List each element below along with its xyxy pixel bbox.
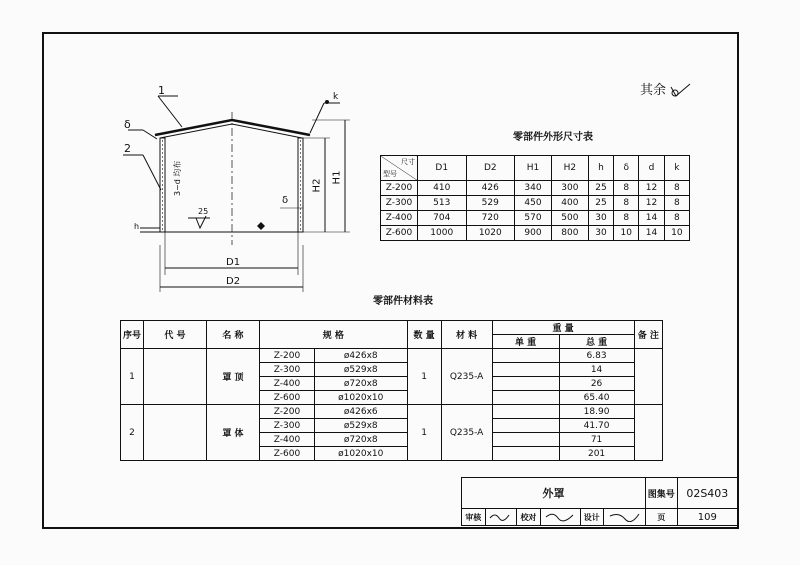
dim-header: D1: [418, 156, 467, 181]
dim-table-title: 零部件外形尺寸表: [513, 132, 593, 143]
mat-unit: [492, 391, 559, 405]
mat-header-row: [121, 321, 663, 335]
atlas-number: 02S403: [677, 478, 737, 509]
mat-seq: 2: [121, 405, 144, 461]
mat-header-total: 总 重: [559, 335, 634, 349]
dim-row: [381, 211, 690, 226]
mat-unit: [492, 405, 559, 419]
mat-total: 71: [559, 433, 634, 447]
dim-cell: 14: [639, 211, 664, 226]
dim-cell: 513: [418, 196, 467, 211]
dim-header: k: [664, 156, 689, 181]
mat-unit: [492, 349, 559, 363]
mat-unit: [492, 377, 559, 391]
mat-qty: 1: [407, 349, 441, 405]
dim-cell: Z-600: [381, 226, 418, 241]
dim-cell: 500: [551, 211, 588, 226]
dim-header: D2: [466, 156, 515, 181]
design-signature: [604, 509, 646, 526]
mat-material: Q235-A: [441, 349, 492, 405]
page-label: 页: [645, 509, 677, 526]
page-number: 109: [677, 509, 737, 526]
mat-table-title: 零部件材料表: [373, 296, 433, 307]
mat-spec: ø720x8: [314, 377, 407, 391]
dim-header: H1: [515, 156, 552, 181]
dim-cell: 8: [664, 196, 689, 211]
dim-table: [380, 155, 690, 241]
dim-cell: 10: [664, 226, 689, 241]
mat-header-weight: 重 量: [492, 321, 634, 335]
dim-table-header: [381, 156, 690, 181]
dim-corner-cell: 尺寸 型号: [381, 156, 418, 181]
dim-header: h: [588, 156, 613, 181]
atlas-label: 图集号: [645, 478, 677, 509]
mat-material: Q235-A: [441, 405, 492, 461]
dim-cell: 12: [639, 181, 664, 196]
roughness-note: 其余: [640, 79, 692, 99]
mat-total: 18.90: [559, 405, 634, 419]
dim-cell: 1000: [418, 226, 467, 241]
label-d2: D2: [226, 276, 241, 287]
dim-cell: 30: [588, 211, 613, 226]
dim-cell: 8: [614, 181, 639, 196]
label-25: 25: [198, 207, 209, 216]
mat-spec: ø720x8: [314, 433, 407, 447]
dim-cell: 704: [418, 211, 467, 226]
dim-row: [381, 226, 690, 241]
dim-cell: 450: [515, 196, 552, 211]
dim-cell: 720: [466, 211, 515, 226]
mat-name: 罩 体: [207, 405, 260, 461]
dim-header: H2: [551, 156, 588, 181]
dim-cell: 8: [664, 211, 689, 226]
mat-model: Z-400: [260, 377, 315, 391]
mat-model: Z-200: [260, 405, 315, 419]
dim-cell: 25: [588, 196, 613, 211]
mat-spec: ø426x6: [314, 405, 407, 419]
dim-cell: 529: [466, 196, 515, 211]
mat-code: [144, 405, 207, 461]
mat-seq: 1: [121, 349, 144, 405]
dim-cell: 300: [551, 181, 588, 196]
dim-cell: 25: [588, 181, 613, 196]
label-part-1: 1: [158, 84, 165, 97]
dim-cell: 426: [466, 181, 515, 196]
roughness-icon: [670, 83, 692, 99]
check-signature: [540, 509, 580, 526]
mat-row: [121, 349, 663, 363]
mat-total: 41.70: [559, 419, 634, 433]
mat-header-spec: 规 格: [260, 321, 408, 349]
mat-remarks: [634, 349, 662, 405]
dim-cell: 8: [664, 181, 689, 196]
dim-cell: 1020: [466, 226, 515, 241]
review-label: 审核: [462, 509, 486, 526]
mat-header-remarks: 备 注: [634, 321, 662, 349]
label-bevel: 3~d 均布: [173, 160, 182, 196]
mat-header-material: 材 料: [441, 321, 492, 349]
mat-name: 罩 顶: [207, 349, 260, 405]
dim-cell: 410: [418, 181, 467, 196]
mat-table: [120, 320, 663, 461]
dim-cell: 30: [588, 226, 613, 241]
mat-spec: ø1020x10: [314, 447, 407, 461]
mat-spec: ø426x8: [314, 349, 407, 363]
mat-qty: 1: [407, 405, 441, 461]
dim-cell: 8: [614, 211, 639, 226]
dim-cell: Z-400: [381, 211, 418, 226]
mat-unit: [492, 363, 559, 377]
label-h2: H2: [311, 178, 323, 193]
mat-header-name: 名 称: [207, 321, 260, 349]
mat-header-unit: 单 重: [492, 335, 559, 349]
mat-row: [121, 405, 663, 419]
dim-row: [381, 181, 690, 196]
mat-total: 6.83: [559, 349, 634, 363]
mat-unit: [492, 433, 559, 447]
label-d1: D1: [226, 257, 241, 268]
dim-cell: 8: [614, 196, 639, 211]
dim-cell: 570: [515, 211, 552, 226]
dim-header: δ: [614, 156, 639, 181]
mat-model: Z-400: [260, 433, 315, 447]
label-delta-roof: δ: [124, 118, 131, 131]
label-part-2: 2: [124, 142, 131, 155]
mat-spec: ø1020x10: [314, 391, 407, 405]
dim-cell: 10: [614, 226, 639, 241]
dim-row: [381, 196, 690, 211]
dim-cell: 14: [639, 226, 664, 241]
dim-cell: 400: [551, 196, 588, 211]
label-h: h: [134, 222, 140, 231]
mat-header-code: 代 号: [144, 321, 207, 349]
title-block: [461, 477, 738, 526]
mat-remarks: [634, 405, 662, 461]
dim-cell: 340: [515, 181, 552, 196]
mat-model: Z-200: [260, 349, 315, 363]
mat-model: Z-300: [260, 419, 315, 433]
mat-unit: [492, 447, 559, 461]
mat-header-seq: 序号: [121, 321, 144, 349]
drawing-name: 外罩: [462, 478, 646, 509]
review-signature: [485, 509, 517, 526]
dim-cell: 12: [639, 196, 664, 211]
check-label: 校对: [517, 509, 541, 526]
label-delta-wall: δ: [282, 195, 289, 206]
label-k: k: [333, 92, 339, 102]
mat-model: Z-600: [260, 447, 315, 461]
mat-header-qty: 数 量: [407, 321, 441, 349]
dim-cell: Z-300: [381, 196, 418, 211]
mat-total: 65.40: [559, 391, 634, 405]
dim-cell: Z-200: [381, 181, 418, 196]
mat-total: 201: [559, 447, 634, 461]
mat-unit: [492, 419, 559, 433]
design-label: 设计: [580, 509, 604, 526]
mat-spec: ø529x8: [314, 419, 407, 433]
mat-model: Z-300: [260, 363, 315, 377]
label-h1: H1: [331, 170, 343, 185]
dim-cell: 800: [551, 226, 588, 241]
mat-total: 14: [559, 363, 634, 377]
dim-cell: 900: [515, 226, 552, 241]
mat-spec: ø529x8: [314, 363, 407, 377]
mat-model: Z-600: [260, 391, 315, 405]
mat-total: 26: [559, 377, 634, 391]
mat-code: [144, 349, 207, 405]
dim-header: d: [639, 156, 664, 181]
